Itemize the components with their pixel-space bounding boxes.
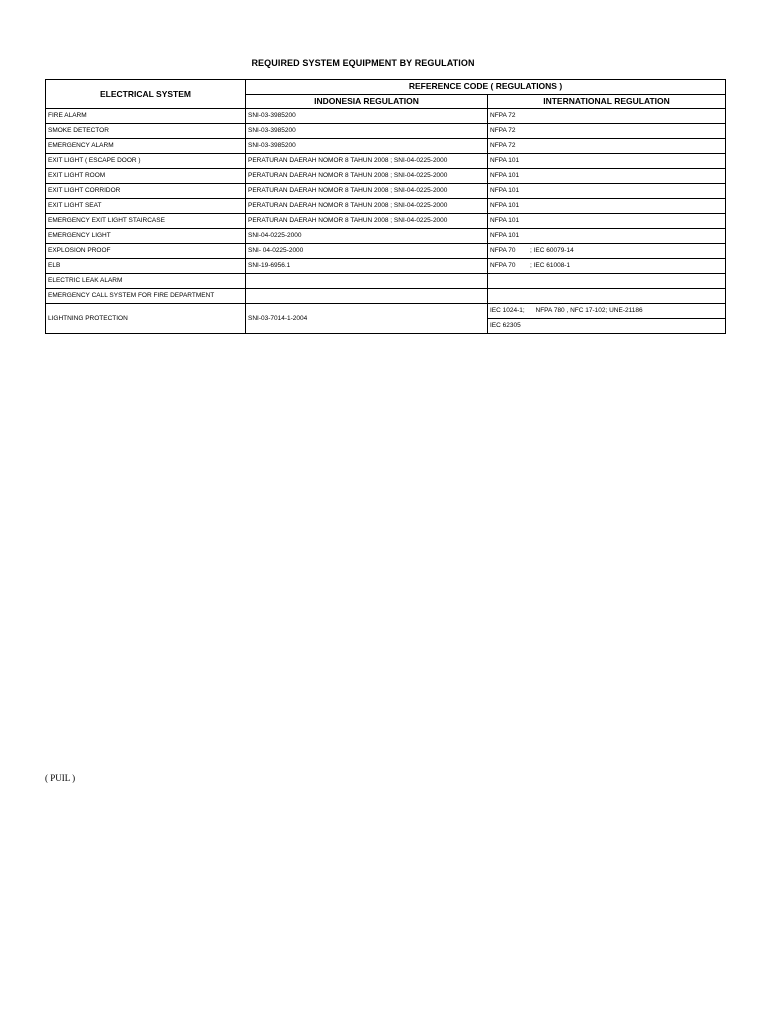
indonesia-cell: SNI-03-3985200 <box>246 124 488 139</box>
document-title: REQUIRED SYSTEM EQUIPMENT BY REGULATION <box>251 58 475 68</box>
international-cell <box>488 289 726 304</box>
table-row <box>46 244 726 259</box>
table-row <box>46 139 726 154</box>
international-cell: NFPA 70 ; IEC 60079-14 <box>488 244 726 259</box>
system-cell: SMOKE DETECTOR <box>46 124 246 139</box>
international-cell: NFPA 101 <box>488 229 726 244</box>
international-cell: NFPA 72 <box>488 139 726 154</box>
system-cell: EXIT LIGHT CORRIDOR <box>46 184 246 199</box>
table-row <box>46 154 726 169</box>
footer-note: ( PUIL ) <box>45 773 76 783</box>
international-cell: NFPA 101 <box>488 199 726 214</box>
international-cell: NFPA 101 <box>488 184 726 199</box>
international-cell: NFPA 101 <box>488 154 726 169</box>
table-row <box>46 109 726 124</box>
table-row <box>46 229 726 244</box>
table-row <box>46 214 726 229</box>
indonesia-cell: PERATURAN DAERAH NOMOR 8 TAHUN 2008 ; SNI-04-0225-2000 <box>246 214 488 229</box>
indonesia-cell: SNI- 04-0225-2000 <box>246 244 488 259</box>
table-row <box>46 289 726 304</box>
table-row-lightning <box>46 304 726 319</box>
table-row <box>46 124 726 139</box>
indonesia-cell: SNI-19-6956.1 <box>246 259 488 274</box>
indonesia-cell <box>246 274 488 289</box>
header-row <box>46 80 726 95</box>
system-cell: EXIT LIGHT SEAT <box>46 199 246 214</box>
table-row <box>46 169 726 184</box>
indonesia-cell: PERATURAN DAERAH NOMOR 8 TAHUN 2008 ; SNI-04-0225-2000 <box>246 154 488 169</box>
system-cell: EXIT LIGHT ( ESCAPE DOOR ) <box>46 154 246 169</box>
table-row <box>46 274 726 289</box>
system-cell: EMERGENCY EXIT LIGHT STAIRCASE <box>46 214 246 229</box>
header-international-regulation: INTERNATIONAL REGULATION <box>488 94 726 109</box>
international-cell: NFPA 72 <box>488 124 726 139</box>
indonesia-cell: SNI-03-3985200 <box>246 109 488 124</box>
system-cell: EMERGENCY LIGHT <box>46 229 246 244</box>
indonesia-cell: SNI-03-7014-1-2004 <box>246 304 488 334</box>
system-cell: EXPLOSION PROOF <box>46 244 246 259</box>
indonesia-cell: SNI-04-0225-2000 <box>246 229 488 244</box>
international-cell: NFPA 101 <box>488 214 726 229</box>
system-cell: ELB <box>46 259 246 274</box>
table-row <box>46 184 726 199</box>
system-cell: EMERGENCY ALARM <box>46 139 246 154</box>
system-cell: EMERGENCY CALL SYSTEM FOR FIRE DEPARTMENT <box>46 289 246 304</box>
regulation-table <box>45 79 726 334</box>
international-cell <box>488 274 726 289</box>
international-cell: IEC 1024-1; NFPA 780 , NFC 17-102; UNE-21186 <box>488 304 726 319</box>
indonesia-cell <box>246 289 488 304</box>
header-electrical-system: ELECTRICAL SYSTEM <box>46 80 246 109</box>
indonesia-cell: PERATURAN DAERAH NOMOR 8 TAHUN 2008 ; SNI-04-0225-2000 <box>246 199 488 214</box>
indonesia-cell: PERATURAN DAERAH NOMOR 8 TAHUN 2008 ; SNI-04-0225-2000 <box>246 184 488 199</box>
indonesia-cell: SNI-03-3985200 <box>246 139 488 154</box>
header-indonesia-regulation: INDONESIA REGULATION <box>246 94 488 109</box>
international-cell: NFPA 101 <box>488 169 726 184</box>
international-cell: IEC 62305 <box>488 319 726 334</box>
header-reference-code: REFERENCE CODE ( REGULATIONS ) <box>246 80 726 95</box>
table-row <box>46 259 726 274</box>
system-cell: ELECTRIC LEAK ALARM <box>46 274 246 289</box>
system-cell: EXIT LIGHT ROOM <box>46 169 246 184</box>
international-cell: NFPA 70 ; IEC 61008-1 <box>488 259 726 274</box>
system-cell: LIGHTNING PROTECTION <box>46 304 246 334</box>
international-cell: NFPA 72 <box>488 109 726 124</box>
system-cell: FIRE ALARM <box>46 109 246 124</box>
indonesia-cell: PERATURAN DAERAH NOMOR 8 TAHUN 2008 ; SNI-04-0225-2000 <box>246 169 488 184</box>
table-row <box>46 199 726 214</box>
